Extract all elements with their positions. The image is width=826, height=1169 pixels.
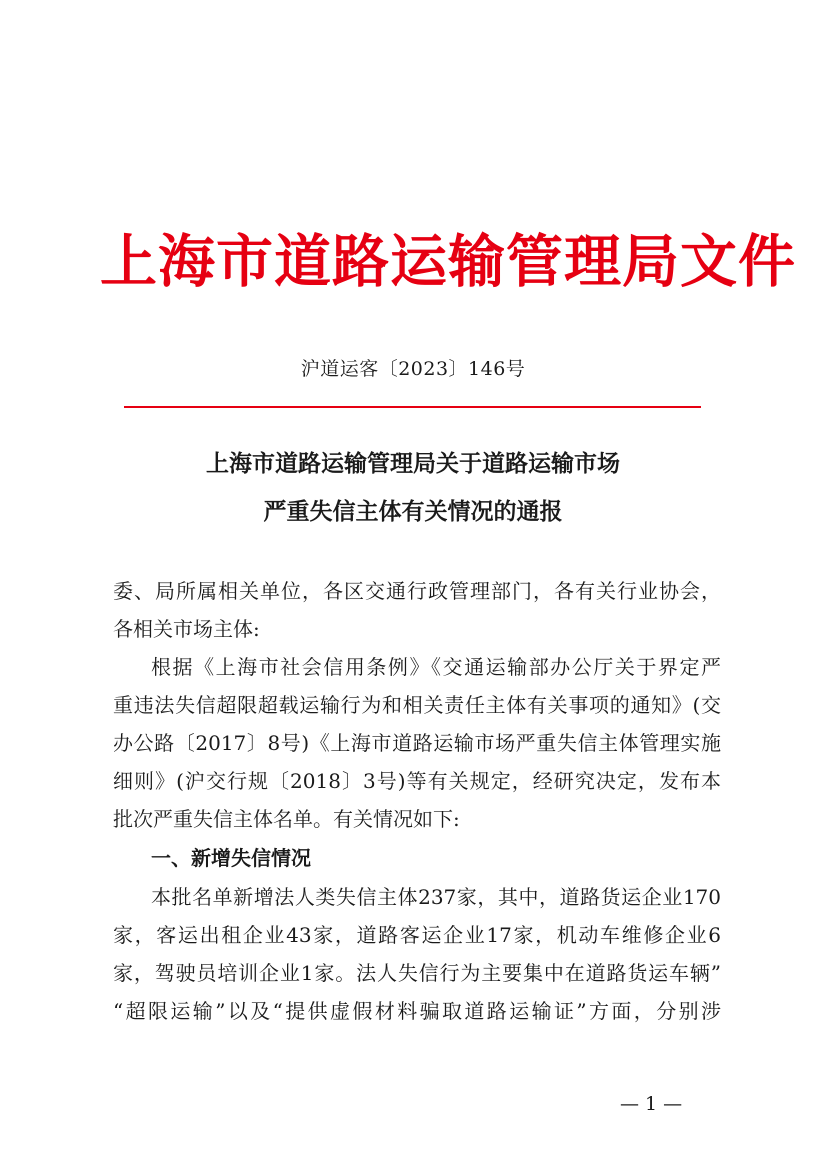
paragraph2-line-2: 家，客运出租企业43家，道路客运企业17家，机动车维修企业6	[113, 923, 721, 947]
document-number: 沪道运客〔2023〕146号	[300, 358, 526, 380]
section-heading: 一、新增失信情况	[151, 846, 311, 870]
paragraph2-line-4: “超限运输”以及“提供虚假材料骗取道路运输证”方面，分别涉	[113, 999, 721, 1023]
addressee-line-2: 各相关市场主体:	[113, 617, 260, 641]
addressee-line-1: 委、局所属相关单位，各区交通行政管理部门，各有关行业协会，	[113, 579, 721, 603]
paragraph1-line-5: 批次严重失信主体名单。有关情况如下:	[113, 807, 460, 831]
paragraph2-line-1: 本批名单新增法人类失信主体237家，其中，道路货运企业170	[151, 885, 721, 909]
paragraph1-line-4: 细则》(沪交行规〔2018〕3号)等有关规定，经研究决定，发布本	[113, 769, 721, 793]
issuer-title: 上海市道路运输管理局文件	[100, 228, 796, 295]
red-divider	[124, 406, 701, 408]
paragraph1-line-3: 办公路〔2017〕8号)《上海市道路运输市场严重失信主体管理实施	[113, 731, 721, 755]
notice-title-line-2: 严重失信主体有关情况的通报	[263, 499, 563, 525]
paragraph1-line-2: 重违法失信超限超载运输行为和相关责任主体有关事项的通知》(交	[113, 693, 721, 717]
page-number: — 1 —	[620, 1093, 683, 1115]
notice-title-line-1: 上海市道路运输管理局关于道路运输市场	[206, 451, 620, 477]
paragraph2-line-3: 家，驾驶员培训企业1家。法人失信行为主要集中在道路货运车辆”	[113, 961, 721, 985]
paragraph1-line-1: 根据《上海市社会信用条例》《交通运输部办公厅关于界定严	[151, 655, 721, 679]
